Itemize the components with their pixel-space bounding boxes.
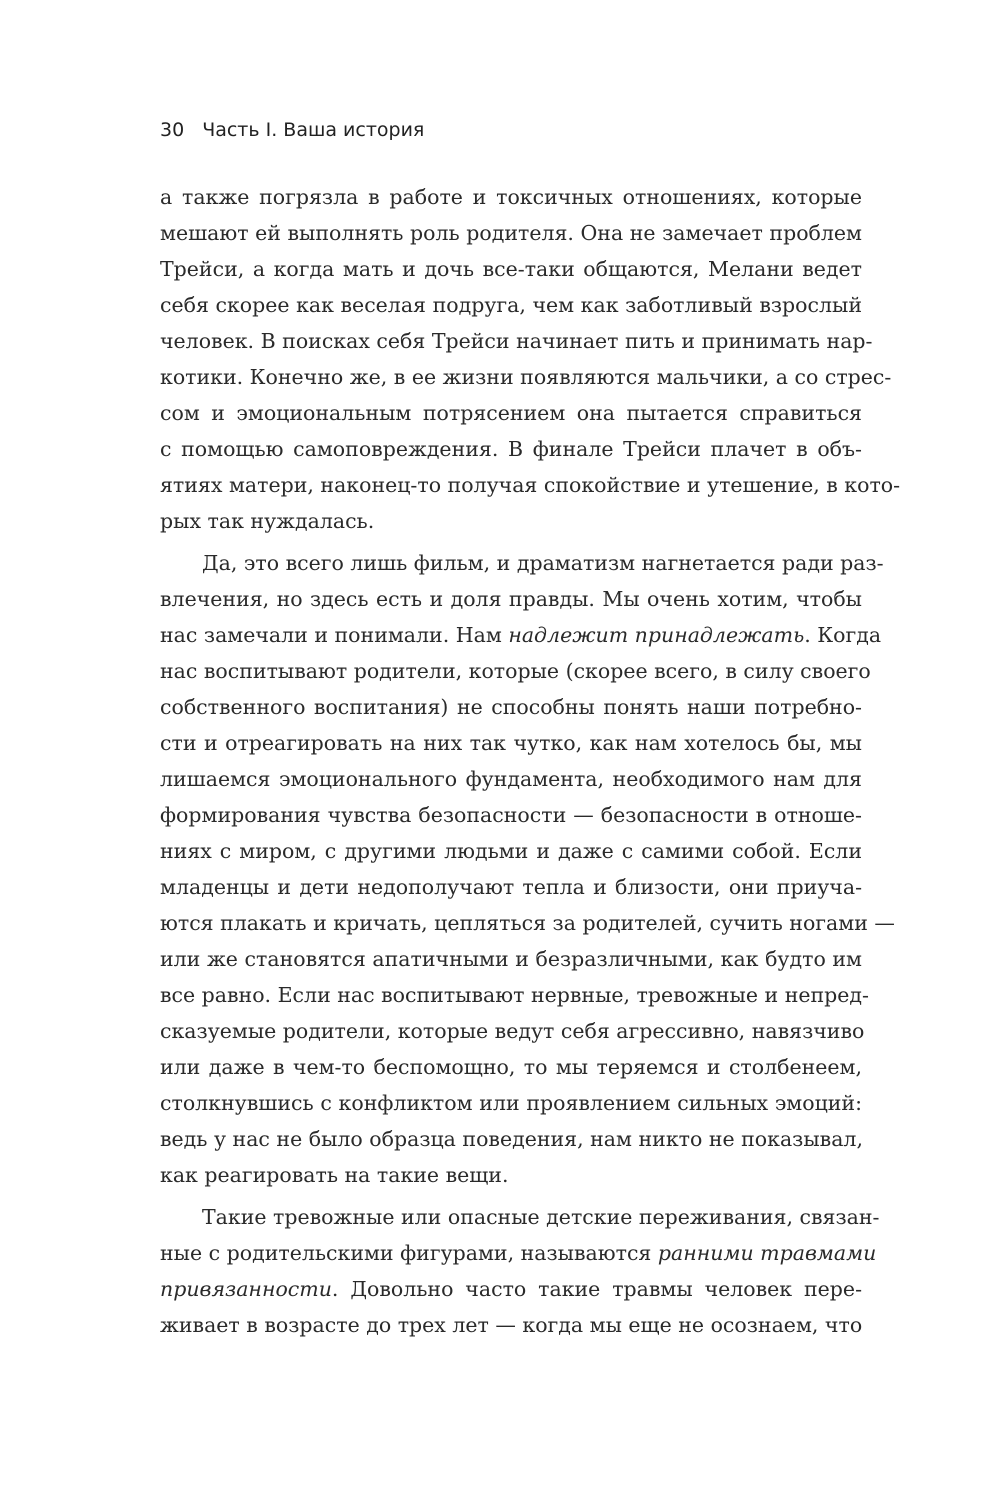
section-title: Часть I. Ваша история xyxy=(202,119,425,141)
text-line: или даже в чем-то беспомощно, то мы теряемся и столбенеем, xyxy=(160,1055,862,1079)
text-line: или же становятся апатичными и безразличными, как будто им xyxy=(160,947,862,971)
text-line: лишаемся эмоционального фундамента, необходимого нам для xyxy=(160,767,862,791)
text-run: . Когда xyxy=(804,623,882,647)
text-line-with-emphasis xyxy=(160,1271,862,1307)
text-line: влечения, но здесь есть и доля правды. Мы очень хотим, чтобы xyxy=(160,587,862,611)
text-run: ные с родительскими фигурами, называются xyxy=(160,1241,658,1265)
text-line: нас воспитывают родители, которые (скорее всего, в силу своего xyxy=(160,659,871,683)
text-line-with-emphasis xyxy=(160,617,882,653)
text-line: ются плакать и кричать, цепляться за родителей, сучить ногами — xyxy=(160,911,895,935)
text-line: сом и эмоциональным потрясением она пытается справиться xyxy=(160,401,862,425)
page-number: 30 xyxy=(160,119,185,141)
text-line: ятиях матери, наконец-то получая спокойствие и утешение, в кото- xyxy=(160,473,901,497)
emphasis-term: привязанности xyxy=(160,1277,332,1301)
text-line: ведь у нас не было образца поведения, нам никто не показывал, xyxy=(160,1127,863,1151)
text-line: столкнувшись с конфликтом или проявлением сильных эмоций: xyxy=(160,1091,862,1115)
text-line: человек. В поисках себя Трейси начинает пить и принимать нар- xyxy=(160,329,873,353)
text-line: себя скорее как веселая подруга, чем как заботливый взрослый xyxy=(160,293,862,317)
emphasis-term: надлежит принадлежать xyxy=(508,623,805,647)
text-line: рых так нуждалась. xyxy=(160,509,375,533)
text-line: сти и отреагировать на них так чутко, как нам хотелось бы, мы xyxy=(160,731,862,755)
text-line: мешают ей выполнять роль родителя. Она не замечает проблем xyxy=(160,221,862,245)
emphasis-term: ранними травмами xyxy=(657,1241,877,1265)
text-line: Такие тревожные или опасные детские переживания, связан- xyxy=(202,1205,880,1229)
text-line: котики. Конечно же, в ее жизни появляются мальчики, а со стрес- xyxy=(160,365,892,389)
text-run: . Довольно часто такие травмы человек пере- xyxy=(331,1277,862,1301)
text-line: Да, это всего лишь фильм, и драматизм нагнетается ради раз- xyxy=(202,551,884,575)
text-line: младенцы и дети недополучают тепла и близости, они приуча- xyxy=(160,875,862,899)
text-line: живает в возрасте до трех лет — когда мы еще не осознаем, что xyxy=(160,1313,863,1337)
text-line: формирования чувства безопасности — безопасности в отноше- xyxy=(160,803,862,827)
text-line: а также погрязла в работе и токсичных отношениях, которые xyxy=(160,185,862,209)
body-text xyxy=(160,179,901,1343)
text-line: собственного воспитания) не способны понять наши потребно- xyxy=(160,695,862,719)
text-line: Трейси, а когда мать и дочь все-таки общаются, Мелани ведет xyxy=(160,257,862,281)
text-line: как реагировать на такие вещи. xyxy=(160,1163,509,1187)
text-line: ниях с миром, с другими людьми и даже с самими собой. Если xyxy=(160,839,862,863)
text-line-with-emphasis xyxy=(160,1235,877,1271)
text-line: все равно. Если нас воспитывают нервные, тревожные и непред- xyxy=(160,983,869,1007)
running-head xyxy=(160,119,424,141)
text-line: с помощью самоповреждения. В финале Трейси плачет в объ- xyxy=(160,437,862,461)
text-line: сказуемые родители, которые ведут себя агрессивно, навязчиво xyxy=(160,1019,865,1043)
text-run: нас замечали и понимали. Нам xyxy=(160,623,509,647)
